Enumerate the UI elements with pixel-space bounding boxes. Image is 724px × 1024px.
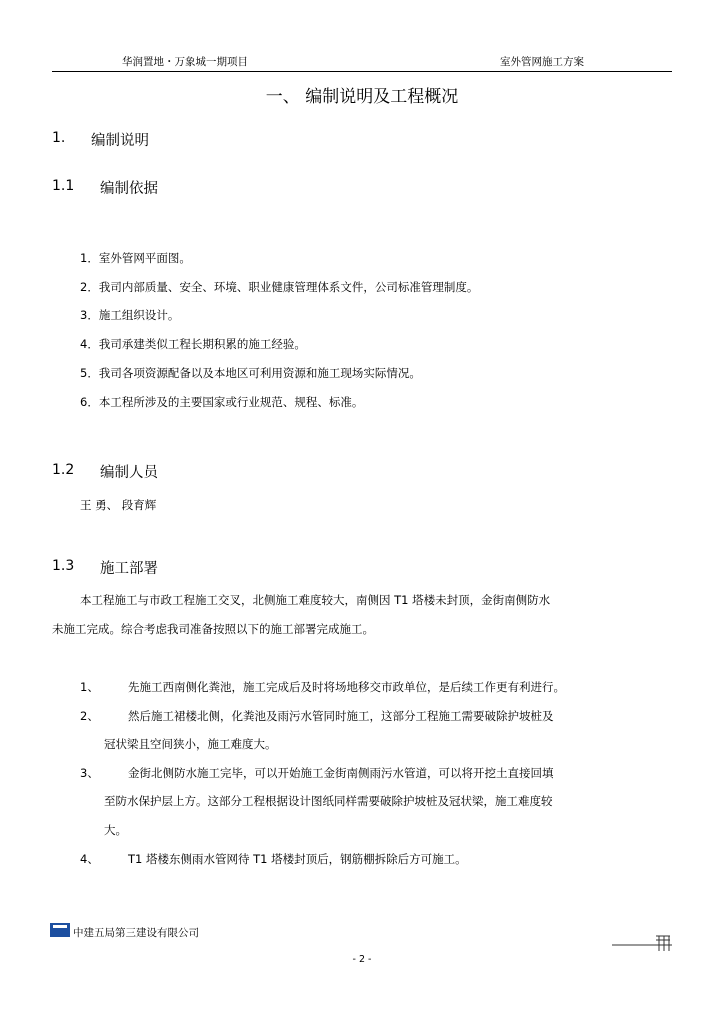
basis-item-3: 3．施工组织设计。	[80, 308, 180, 322]
header-project: 华润置地・万象城一期项目	[122, 56, 248, 68]
step-3-line-3: 大。	[104, 823, 127, 837]
step-1-number: 1、	[80, 680, 99, 694]
section-1-1-number: 1.1	[52, 178, 75, 194]
page-number: - 2 -	[352, 954, 372, 965]
section-1-2-number: 1.2	[52, 462, 75, 478]
section-1-2-title: 编制人员	[100, 465, 158, 481]
step-2-line-1: 然后施工裙楼北侧，化粪池及雨污水管同时施工，这部分工程施工需要破除护坡桩及	[128, 709, 554, 723]
basis-item-1: 1．室外管网平面图。	[80, 251, 191, 265]
step-2-line-2: 冠状梁且空间狭小，施工难度大。	[104, 737, 277, 751]
step-4-line-1: T1 塔楼东侧雨水管网待 T1 塔楼封顶后，钢筋棚拆除后方可施工。	[128, 852, 467, 866]
authors: 王 勇、 段育辉	[80, 498, 157, 512]
deployment-intro-line-2: 未施工完成。综合考虑我司准备按照以下的施工部署完成施工。	[52, 622, 374, 636]
deployment-intro-line-1: 本工程施工与市政工程施工交叉，北侧施工难度较大，南侧因 T1 塔楼未封顶，金街南侧防水	[80, 593, 551, 607]
section-1-1-title: 编制依据	[100, 181, 158, 197]
header-doc-title: 室外管网施工方案	[500, 56, 584, 68]
step-3-line-1: 金街北侧防水施工完毕，可以开始施工金街南侧雨污水管道，可以将开挖土直接回填	[128, 766, 554, 780]
section-1-3-number: 1.3	[52, 558, 75, 574]
section-1-title: 编制说明	[91, 133, 149, 149]
basis-item-2: 2．我司内部质量、安全、环境、职业健康管理体系文件，公司标准管理制度。	[80, 280, 479, 294]
section-1-3-title: 施工部署	[100, 561, 158, 577]
footer-company: 中建五局第三建设有限公司	[73, 927, 199, 939]
step-3-number: 3、	[80, 766, 99, 780]
step-4-number: 4、	[80, 852, 99, 866]
page-corner-mark-icon	[612, 933, 672, 953]
section-1-number: 1.	[52, 130, 66, 146]
chapter-title: 一、 编制说明及工程概况	[265, 87, 459, 107]
basis-item-4: 4．我司承建类似工程长期积累的施工经验。	[80, 337, 306, 351]
company-logo-icon	[50, 923, 70, 937]
basis-item-5: 5．我司各项资源配备以及本地区可利用资源和施工现场实际情况。	[80, 366, 421, 380]
basis-item-6: 6．本工程所涉及的主要国家或行业规范、规程、标准。	[80, 395, 364, 409]
header-rule	[52, 71, 672, 72]
step-2-number: 2、	[80, 709, 99, 723]
step-3-line-2: 至防水保护层上方。这部分工程根据设计图纸同样需要破除护坡桩及冠状梁，施工难度较	[104, 794, 553, 808]
step-1-line-1: 先施工西南侧化粪池，施工完成后及时将场地移交市政单位，是后续工作更有利进行。	[128, 680, 565, 694]
